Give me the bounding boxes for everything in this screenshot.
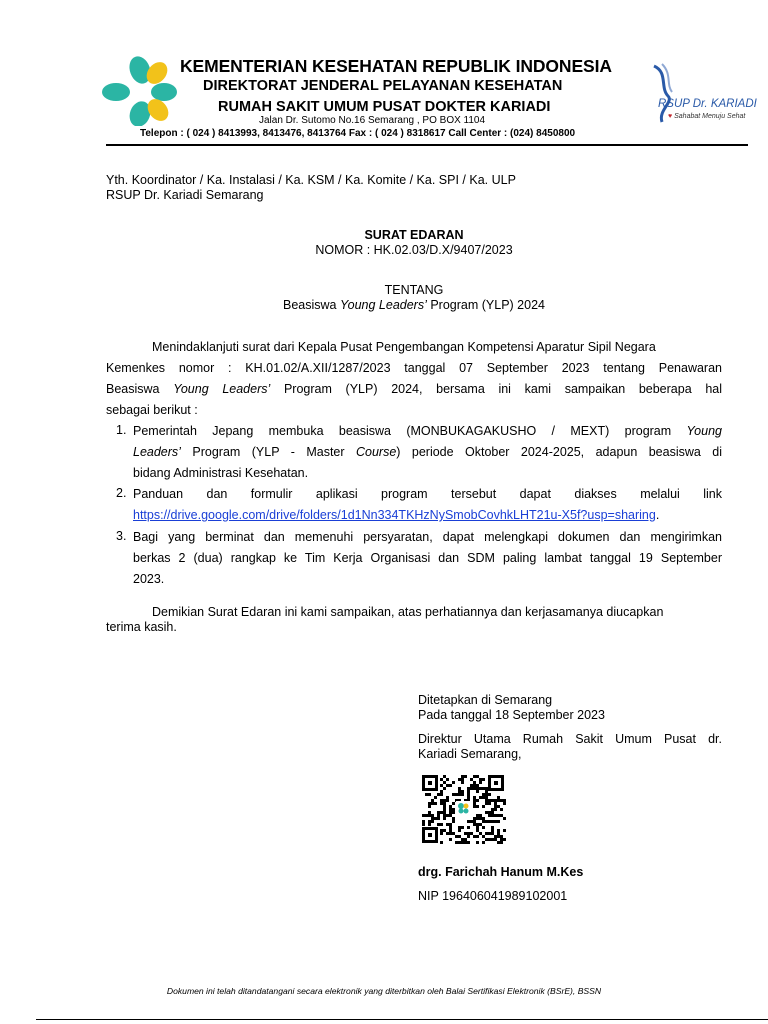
- list-item-3-line-2: berkas 2 (dua) rangkap ke Tim Kerja Organisasi dan SDM paling lambat tanggal 19 September: [133, 551, 722, 565]
- letter-title: SURAT EDARAN: [364, 228, 464, 242]
- body-intro-line-2: Kemenkes nomor : KH.01.02/A.XII/1287/2023 tanggal 07 September 2023 tentang Penawaran: [106, 361, 722, 375]
- hospital-address: Jalan Dr. Sutomo No.16 Semarang , PO BOX 1104: [259, 115, 486, 126]
- list-item-number: 3.: [116, 529, 127, 543]
- closing-line-1: Demikian Surat Edaran ini kami sampaikan, atas perhatiannya dan kerjasamanya diucapkan: [152, 605, 664, 619]
- directorate-name: DIREKTORAT JENDERAL PELAYANAN KESEHATAN: [203, 78, 563, 94]
- list-item-2-line-2: https://drive.google.com/drive/folders/1d1Nn334TKHzNySmobCovhkLHT21u-X5f?usp=sharing.: [133, 508, 660, 522]
- rsup-kariadi-logo: [648, 62, 757, 130]
- list-item-number: 1.: [116, 423, 127, 437]
- signatory-nip: NIP 196406041989102001: [418, 889, 568, 903]
- body-intro-line-3: Beasiswa Young Leaders’ Program (YLP) 2024, bersama ini kami sampaikan beberapa hal: [106, 382, 723, 396]
- list-item-number: 2.: [116, 486, 127, 500]
- signatory-name: drg. Farichah Hanum M.Kes: [418, 865, 584, 879]
- rs-logo-title: RSUP Dr. KARIADI: [658, 98, 757, 110]
- recipient-line-2: RSUP Dr. Kariadi Semarang: [106, 188, 264, 202]
- signature-position-line-2: Kariadi Semarang,: [418, 747, 522, 761]
- esign-footer-note: Dokumen ini telah ditandatangani secara elektronik yang diterbitkan oleh Balai Sertifikasi Elektronik (BSrE), BSSN: [166, 986, 602, 996]
- rs-logo-tagline: ♥ Sahabat Menuju Sehat: [668, 113, 746, 120]
- hospital-name: RUMAH SAKIT UMUM PUSAT DOKTER KARIADI: [218, 99, 551, 115]
- list-item-3-line-3: 2023.: [133, 572, 165, 586]
- list-item-1-line-1: Pemerintah Jepang membuka beasiswa (MONBUKAGAKUSHO / MEXT) program Young: [133, 424, 722, 438]
- recipient-line-1: Yth. Koordinator / Ka. Instalasi / Ka. KSM / Ka. Komite / Ka. SPI / Ka. ULP: [106, 173, 516, 187]
- list-item-1-line-3: bidang Administrasi Kesehatan.: [133, 466, 309, 480]
- body-intro-line-1: Menindaklanjuti surat dari Kepala Pusat Pengembangan Kompetensi Aparatur Sipil Negara: [152, 340, 656, 354]
- letter-number: NOMOR : HK.02.03/D.X/9407/2023: [315, 243, 513, 257]
- qr-code-icon: [420, 773, 506, 845]
- kemenkes-logo: [102, 56, 178, 126]
- list-item-3-line-1: Bagi yang berminat dan memenuhi persyaratan, dapat melengkapi dokumen dan mengirimkan: [133, 530, 722, 544]
- signature-place: Ditetapkan di Semarang: [418, 693, 553, 707]
- signature-date: Pada tanggal 18 September 2023: [418, 708, 605, 722]
- hospital-phone: Telepon : ( 024 ) 8413993, 8413476, 8413764 Fax : ( 024 ) 8318617 Call Center : (024) 8450800: [140, 128, 576, 139]
- letter-subject: Beasiswa Young Leaders’ Program (YLP) 2024: [283, 298, 545, 312]
- body-intro-line-4: sebagai berikut :: [106, 403, 198, 417]
- footer-divider: [36, 1019, 768, 1020]
- heart-icon: ♥: [668, 113, 673, 120]
- drive-link[interactable]: https://drive.google.com/drive/folders/1d1Nn334TKHzNySmobCovhkLHT21u-X5f?usp=sharing: [133, 508, 656, 522]
- list-item-2-line-1: Panduan dan formulir aplikasi program tersebut dapat diakses melalui link: [133, 487, 722, 501]
- letter-about: TENTANG: [384, 283, 444, 297]
- signature-position-line-1: Direktur Utama Rumah Sakit Umum Pusat dr.: [418, 732, 722, 746]
- letterhead-divider: [106, 144, 748, 146]
- closing-line-2: terima kasih.: [106, 620, 177, 634]
- list-item-1-line-2: Leaders’ Program (YLP - Master Course) periode Oktober 2024-2025, adapun beasiswa di: [133, 445, 723, 459]
- ministry-name: KEMENTERIAN KESEHATAN REPUBLIK INDONESIA: [180, 56, 612, 76]
